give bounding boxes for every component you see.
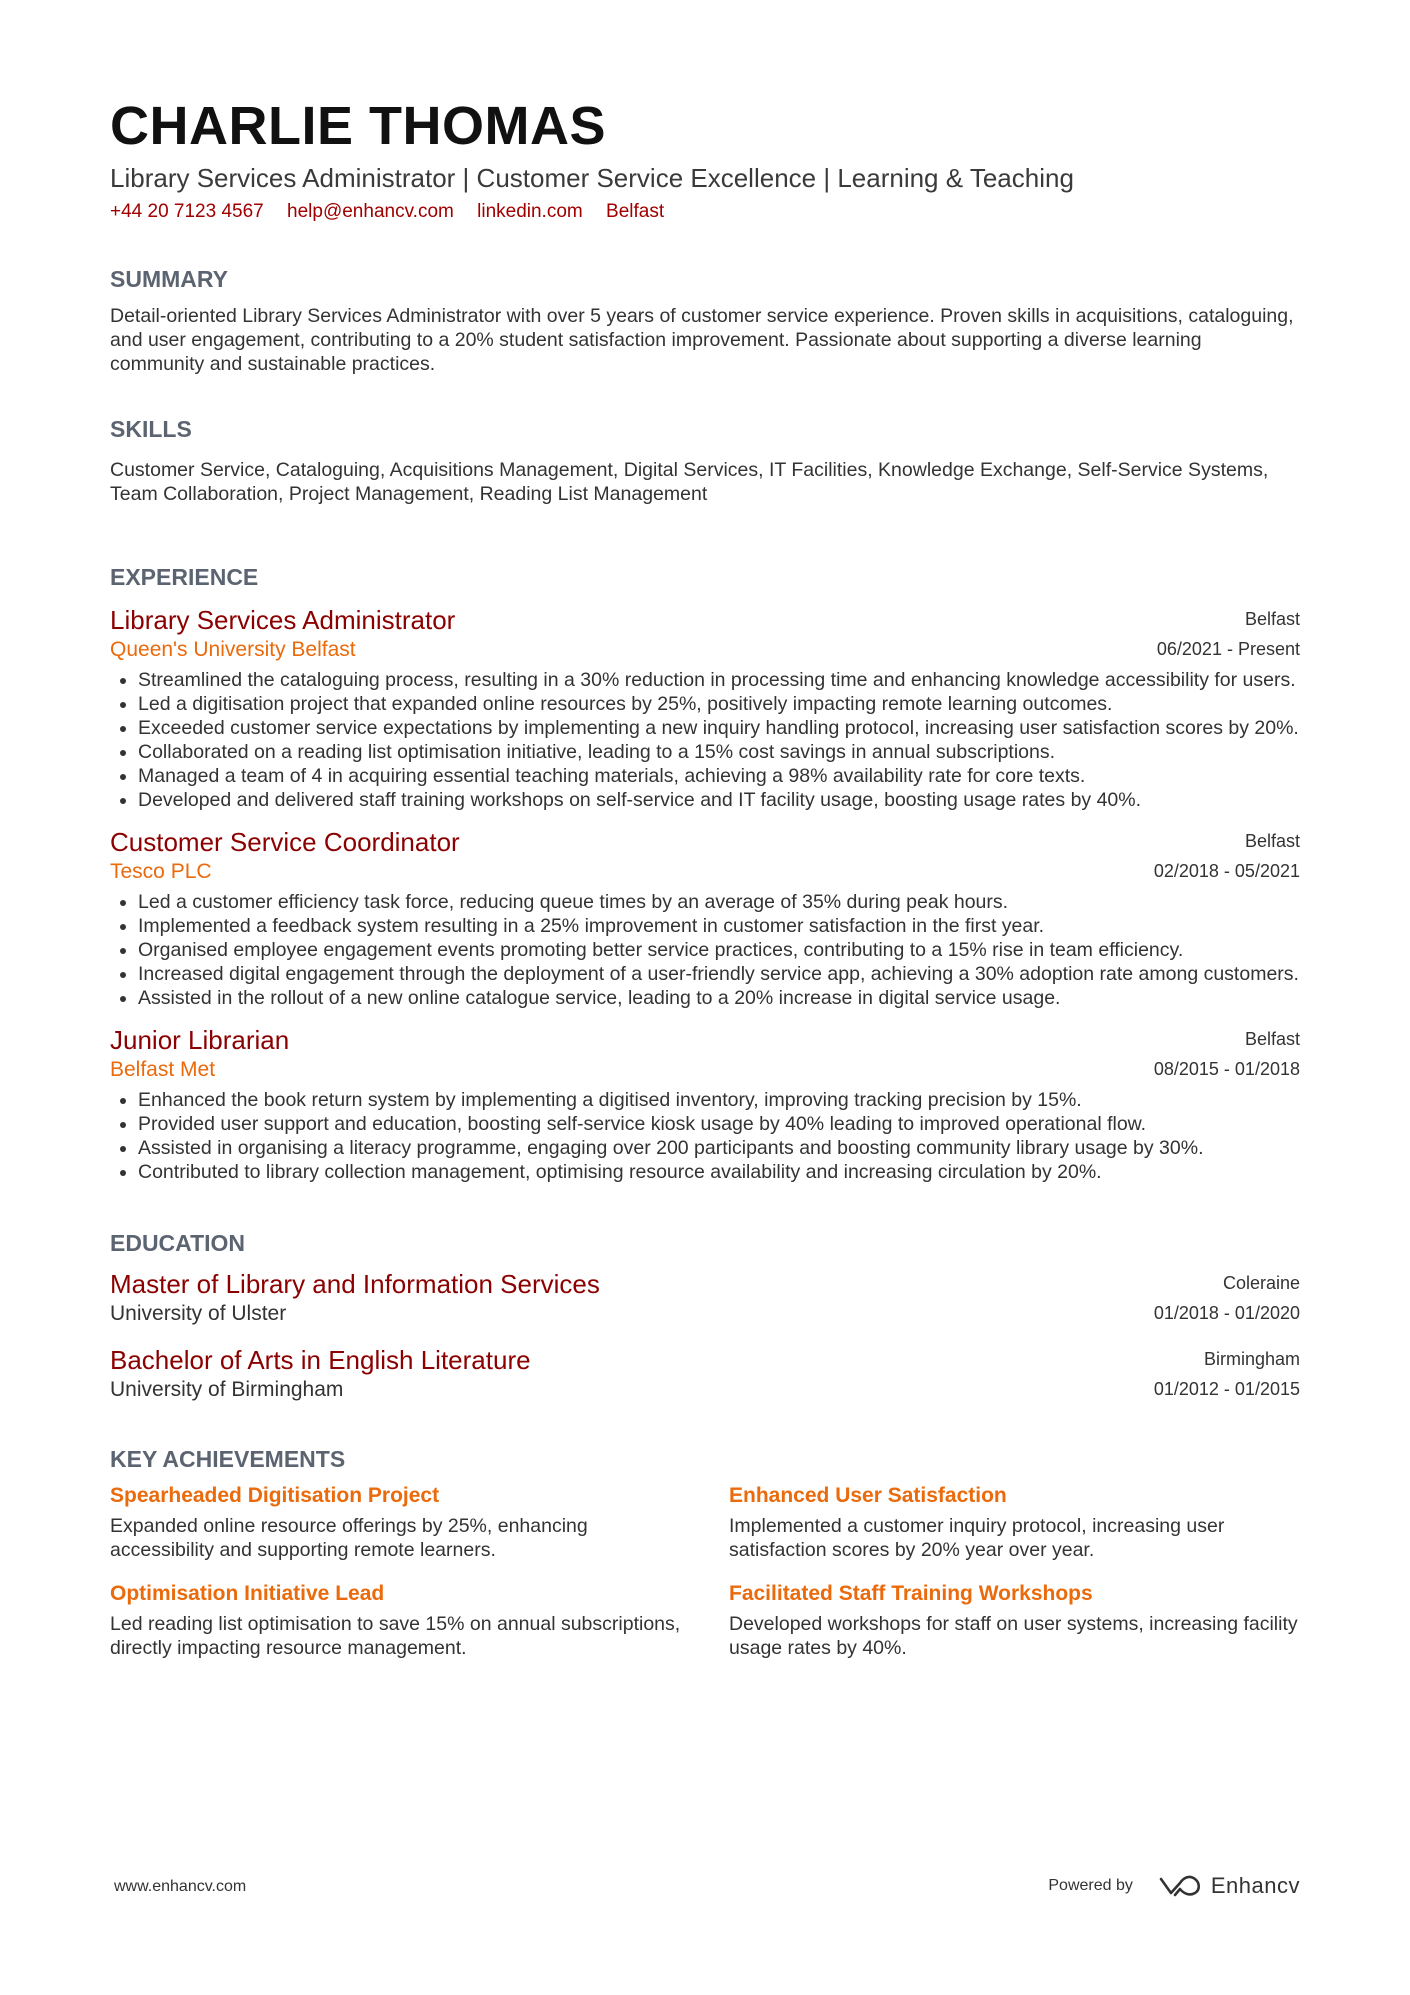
experience-section — [110, 562, 1300, 1184]
job-entry — [110, 826, 1300, 1010]
job-bullet: • Implemented a feedback system resulting in a 25% improvement in customer satisfaction in the first year. — [138, 914, 1300, 938]
job-location: Belfast — [1244, 831, 1300, 851]
job-title: Junior Librarian — [110, 1025, 290, 1055]
education-meta — [1154, 1268, 1300, 1328]
job-dates: 06/2021 - Present — [1156, 639, 1300, 659]
job-bullet: • Developed and delivered staff training workshops on self-service and IT facility usage, boosting usage rates by 40%. — [138, 788, 1300, 812]
job-bullet: • Streamlined the cataloguing process, resulting in a 30% reduction in processing time and enhancing knowledge accessibility for users. — [138, 668, 1300, 692]
achievement-title: Spearheaded Digitisation Project — [110, 1484, 440, 1507]
education-school: University of Ulster — [110, 1302, 287, 1325]
contact-phone[interactable]: +44 20 7123 4567 — [110, 201, 264, 222]
job-bullet: • Provided user support and education, boosting self-service kiosk usage by 40% leading to improved operational flow. — [138, 1112, 1300, 1136]
job-company: Tesco PLC — [110, 860, 212, 883]
achievement-desc: Led reading list optimisation to save 15% on annual subscriptions, directly impacting resource management. — [110, 1613, 681, 1659]
contact-email[interactable]: help@enhancv.com — [287, 201, 454, 222]
contact-linkedin[interactable]: linkedin.com — [477, 201, 583, 222]
education-meta — [1154, 1344, 1300, 1404]
section-title-experience: EXPERIENCE — [110, 564, 259, 590]
job-bullet: • Contributed to library collection management, optimising resource availability and increasing circulation by 20%. — [138, 1160, 1300, 1184]
education-location: Coleraine — [1222, 1273, 1300, 1293]
education-degree: Master of Library and Information Services — [110, 1269, 600, 1299]
job-meta — [1154, 826, 1300, 886]
job-title: Library Services Administrator — [110, 605, 456, 635]
job-bullet: • Led a digitisation project that expanded online resources by 25%, positively impacting remote learning outcomes. — [138, 692, 1300, 716]
achievement-title: Enhanced User Satisfaction — [729, 1484, 1007, 1507]
achievement-item — [110, 1482, 681, 1562]
enhancv-logo-icon — [1157, 1873, 1203, 1899]
job-dates: 02/2018 - 05/2021 — [1153, 861, 1300, 881]
education-entry — [110, 1268, 1300, 1328]
achievement-item — [110, 1580, 681, 1660]
resume-header — [110, 96, 1300, 224]
job-title: Customer Service Coordinator — [110, 827, 460, 857]
job-dates: 08/2015 - 01/2018 — [1153, 1059, 1300, 1079]
education-school: University of Birmingham — [110, 1378, 344, 1401]
skills-list: Customer Service, Cataloguing, Acquisitions Management, Digital Services, IT Facilities, Knowledge Exchange, Self-Service Systems, Team Collaboration, Project Management, Reading List Management — [110, 459, 1269, 505]
achievement-desc: Implemented a customer inquiry protocol, increasing user satisfaction scores by 20% year over year. — [729, 1515, 1225, 1561]
section-title-summary: SUMMARY — [110, 266, 228, 292]
achievement-title: Optimisation Initiative Lead — [110, 1582, 385, 1605]
achievements-section — [110, 1444, 1300, 1660]
job-entry — [110, 604, 1300, 812]
job-company: Queen's University Belfast — [110, 638, 356, 661]
job-bullet: • Increased digital engagement through the deployment of a user-friendly service app, achieving a 30% adoption rate among customers. — [138, 962, 1300, 986]
contact-line — [110, 200, 1300, 224]
education-dates: 01/2012 - 01/2015 — [1153, 1379, 1300, 1399]
section-title-skills: SKILLS — [110, 416, 192, 442]
job-company: Belfast Met — [110, 1058, 216, 1081]
contact-location: Belfast — [606, 201, 665, 222]
job-bullet: • Managed a team of 4 in acquiring essential teaching materials, achieving a 98% availability rate for core texts. — [138, 764, 1300, 788]
job-bullets — [110, 668, 1300, 812]
job-bullet: • Enhanced the book return system by implementing a digitised inventory, improving tracking precision by 15%. — [138, 1088, 1300, 1112]
education-degree: Bachelor of Arts in English Literature — [110, 1345, 531, 1375]
summary-text: Detail-oriented Library Services Administrator with over 5 years of customer service experience. Proven skills in acquisitions, cataloguing, and user engagement, contributing to a 20% student satisfaction improvement. Passionate about supporting a diverse learning community and sustainable practices. — [110, 305, 1294, 375]
summary-section — [110, 264, 1300, 376]
candidate-name: CHARLIE THOMAS — [110, 96, 606, 156]
job-bullet: • Exceeded customer service expectations by implementing a new inquiry handling protocol, increasing user satisfaction scores by 20%. — [138, 716, 1300, 740]
page-footer — [110, 1866, 1300, 1906]
achievement-item — [729, 1580, 1300, 1660]
footer-website[interactable]: www.enhancv.com — [114, 1878, 247, 1895]
job-entry — [110, 1024, 1300, 1184]
job-bullets — [110, 1088, 1300, 1184]
section-title-education: EDUCATION — [110, 1230, 246, 1256]
skills-section — [110, 414, 1300, 506]
education-entry — [110, 1344, 1300, 1404]
headline: Library Services Administrator | Customer Service Excellence | Learning & Teaching — [110, 163, 1074, 193]
achievement-desc: Expanded online resource offerings by 25%, enhancing accessibility and supporting remote learners. — [110, 1515, 588, 1561]
section-title-achievements: KEY ACHIEVEMENTS — [110, 1446, 346, 1472]
achievement-item — [729, 1482, 1300, 1562]
education-location: Birmingham — [1203, 1349, 1300, 1369]
job-bullets — [110, 890, 1300, 1010]
achievements-grid — [110, 1482, 1300, 1660]
job-meta — [1157, 604, 1300, 664]
job-bullet: • Collaborated on a reading list optimisation initiative, leading to a 15% cost savings in annual subscriptions. — [138, 740, 1300, 764]
job-location: Belfast — [1244, 609, 1300, 629]
footer-branding — [1048, 1866, 1300, 1906]
powered-by-label: Powered by — [1048, 1877, 1133, 1894]
education-section — [110, 1228, 1300, 1404]
job-bullet: • Assisted in organising a literacy programme, engaging over 200 participants and boosting community library usage by 30%. — [138, 1136, 1300, 1160]
enhancv-logo[interactable] — [1157, 1873, 1300, 1899]
achievement-desc: Developed workshops for staff on user systems, increasing facility usage rates by 40%. — [729, 1613, 1298, 1659]
brand-name: Enhancv — [1210, 1873, 1300, 1898]
achievement-title: Facilitated Staff Training Workshops — [729, 1582, 1093, 1605]
education-dates: 01/2018 - 01/2020 — [1153, 1303, 1300, 1323]
job-bullet: • Assisted in the rollout of a new online catalogue service, leading to a 20% increase in digital service usage. — [138, 986, 1300, 1010]
job-location: Belfast — [1244, 1029, 1300, 1049]
job-bullet: • Led a customer efficiency task force, reducing queue times by an average of 35% during peak hours. — [138, 890, 1300, 914]
job-bullet: • Organised employee engagement events promoting better service practices, contributing to a 15% rise in team efficiency. — [138, 938, 1300, 962]
job-meta — [1154, 1024, 1300, 1084]
